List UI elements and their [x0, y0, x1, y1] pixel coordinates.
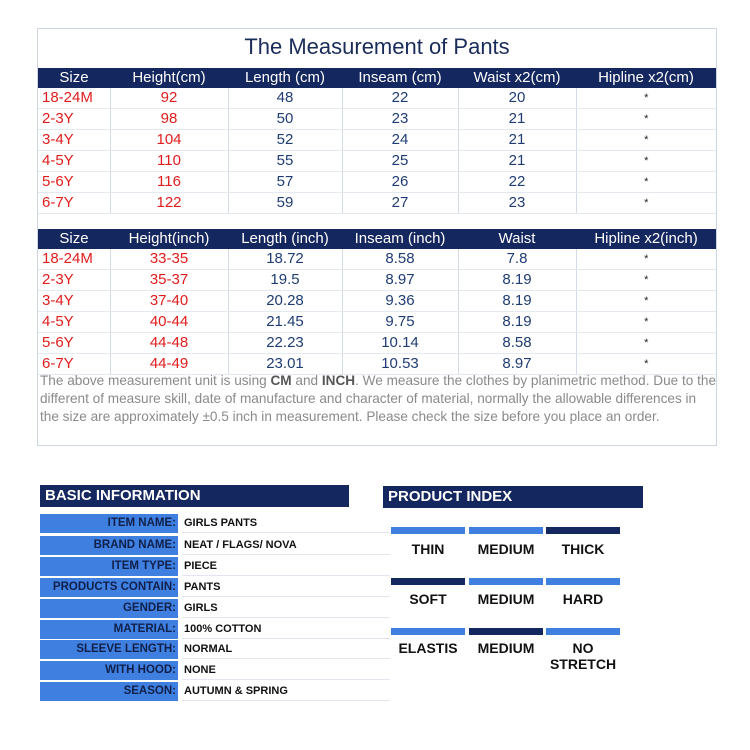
table-cell: 57 [228, 172, 342, 193]
table-cell: 22 [458, 172, 576, 193]
table-cell: 40-44 [110, 312, 228, 333]
product-index-header: PRODUCT INDEX [383, 486, 643, 508]
info-label: SEASON: [40, 682, 178, 701]
column-header: Waist x2(cm) [458, 68, 576, 88]
table-cell: * [576, 312, 716, 333]
table-cell: 116 [110, 172, 228, 193]
table-cell: 104 [110, 130, 228, 151]
table-cell: 26 [342, 172, 458, 193]
table-cell: * [576, 130, 716, 151]
column-header: Size [38, 68, 110, 88]
info-value: NEAT / FLAGS/ NOVA [182, 536, 390, 555]
index-label: THIN [411, 541, 445, 557]
table-cell: 9.36 [342, 291, 458, 312]
table-cell: * [576, 270, 716, 291]
table-cell: 7.8 [458, 249, 576, 270]
info-value: NONE [182, 661, 390, 680]
table-cell: * [576, 291, 716, 312]
table-row [38, 333, 716, 354]
table-cell: 18.72 [228, 249, 342, 270]
table-cell: 8.58 [342, 249, 458, 270]
table-cell: 59 [228, 193, 342, 214]
column-header: Height(cm) [110, 68, 228, 88]
info-label: WITH HOOD: [40, 661, 178, 680]
table-cell: 44-49 [110, 354, 228, 375]
table-row [38, 270, 716, 291]
column-header: Length (cm) [228, 68, 342, 88]
table-cell: * [576, 333, 716, 354]
table-cell: 21.45 [228, 312, 342, 333]
table-cell: 8.58 [458, 333, 576, 354]
info-label: ITEM TYPE: [40, 557, 178, 576]
table-cell: 122 [110, 193, 228, 214]
table-cell: 20.28 [228, 291, 342, 312]
table-cell: 21 [458, 109, 576, 130]
note-text: The above measurement unit is using [40, 373, 271, 388]
table-cell: 33-35 [110, 249, 228, 270]
size-cell: 18-24M [38, 249, 110, 270]
table-row [38, 193, 716, 214]
table-cell: * [576, 109, 716, 130]
table-cell: 27 [342, 193, 458, 214]
table-row [38, 88, 716, 109]
table-cell: 19.5 [228, 270, 342, 291]
table-cell: 22.23 [228, 333, 342, 354]
info-value: 100% COTTON [182, 620, 390, 639]
size-cell: 4-5Y [38, 151, 110, 172]
note-text: and [291, 373, 322, 388]
size-cell: 5-6Y [38, 172, 110, 193]
note-text: . We measure the clothes by planimetric method. Due to the different of measure skill, date of manufacture and character of material, normally the allowable differences in the size are approximately ±0.5 inch in measurement. Please check the size before you place an order. [40, 373, 717, 424]
table-header-row [38, 229, 716, 249]
index-label: MEDIUM [477, 541, 535, 557]
info-label: MATERIAL: [40, 620, 178, 639]
table-row [38, 249, 716, 270]
size-cell: 5-6Y [38, 333, 110, 354]
table-cell: 35-37 [110, 270, 228, 291]
index-bar-selected [391, 578, 465, 585]
size-cell: 2-3Y [38, 109, 110, 130]
index-bar-selected [546, 527, 620, 534]
table-row [38, 291, 716, 312]
size-cell: 6-7Y [38, 193, 110, 214]
table-cell: 8.97 [458, 354, 576, 375]
size-cell: 2-3Y [38, 270, 110, 291]
table-row [38, 109, 716, 130]
table-cell: * [576, 172, 716, 193]
column-header: Hipline x2(cm) [576, 68, 716, 88]
table-cell: 55 [228, 151, 342, 172]
table-cell: 22 [342, 88, 458, 109]
column-header: Waist [458, 229, 576, 249]
table-cell: 25 [342, 151, 458, 172]
info-label: PRODUCTS CONTAIN: [40, 578, 178, 597]
index-label: MEDIUM [477, 640, 535, 656]
table-header-row [38, 68, 716, 88]
info-value: PANTS [182, 578, 390, 597]
table-cell: 23 [458, 193, 576, 214]
inch-measurement-table [38, 229, 716, 375]
measurement-note [40, 372, 716, 426]
table-cell: 23 [342, 109, 458, 130]
table-cell: 8.19 [458, 270, 576, 291]
info-value: GIRLS PANTS [182, 514, 390, 533]
table-cell: 110 [110, 151, 228, 172]
page-title: The Measurement of Pants [244, 34, 510, 59]
table-cell: 52 [228, 130, 342, 151]
table-cell: 48 [228, 88, 342, 109]
info-label: SLEEVE LENGTH: [40, 640, 178, 659]
index-bar [469, 527, 543, 534]
table-cell: 21 [458, 151, 576, 172]
table-cell: 24 [342, 130, 458, 151]
index-label: MEDIUM [477, 591, 535, 607]
info-label: GENDER: [40, 599, 178, 618]
index-label: THICK [561, 541, 605, 557]
table-cell: * [576, 88, 716, 109]
table-row [38, 312, 716, 333]
info-label: ITEM NAME: [40, 514, 178, 533]
table-cell: 20 [458, 88, 576, 109]
table-cell: 10.14 [342, 333, 458, 354]
size-cell: 6-7Y [38, 354, 110, 375]
cm-measurement-table [38, 68, 716, 214]
note-unit-cm: CM [270, 373, 292, 388]
table-cell: 10.53 [342, 354, 458, 375]
table-cell: 8.19 [458, 291, 576, 312]
table-cell: 44-48 [110, 333, 228, 354]
info-value: NORMAL [182, 640, 390, 659]
index-label: HARD [562, 591, 604, 607]
table-cell: 37-40 [110, 291, 228, 312]
index-bar [391, 628, 465, 635]
table-cell: * [576, 354, 716, 375]
size-cell: 3-4Y [38, 130, 110, 151]
index-label: ELASTIS [398, 640, 458, 656]
index-label: SOFT [409, 591, 447, 607]
table-cell: 98 [110, 109, 228, 130]
index-bar-selected [469, 628, 543, 635]
index-label: NO STRETCH [549, 640, 617, 672]
column-header: Inseam (inch) [342, 229, 458, 249]
column-header: Length (inch) [228, 229, 342, 249]
column-header: Height(inch) [110, 229, 228, 249]
column-header: Inseam (cm) [342, 68, 458, 88]
column-header: Hipline x2(inch) [576, 229, 716, 249]
table-cell: 50 [228, 109, 342, 130]
index-bar [391, 527, 465, 534]
table-cell: 23.01 [228, 354, 342, 375]
note-unit-inch: INCH [321, 373, 356, 388]
table-row [38, 151, 716, 172]
info-label: BRAND NAME: [40, 536, 178, 555]
table-cell: * [576, 151, 716, 172]
column-header: Size [38, 229, 110, 249]
table-cell: 8.19 [458, 312, 576, 333]
info-value: GIRLS [182, 599, 390, 618]
info-value: PIECE [182, 557, 390, 576]
index-bar [546, 628, 620, 635]
table-row [38, 130, 716, 151]
basic-information-header: BASIC INFORMATION [40, 485, 349, 507]
table-cell: * [576, 249, 716, 270]
table-cell: 8.97 [342, 270, 458, 291]
table-cell: 21 [458, 130, 576, 151]
size-cell: 3-4Y [38, 291, 110, 312]
size-cell: 18-24M [38, 88, 110, 109]
table-cell: * [576, 193, 716, 214]
info-value: AUTUMN & SPRING [182, 682, 390, 701]
index-bar [546, 578, 620, 585]
table-cell: 9.75 [342, 312, 458, 333]
table-cell: 92 [110, 88, 228, 109]
size-cell: 4-5Y [38, 312, 110, 333]
table-row [38, 172, 716, 193]
index-bar [469, 578, 543, 585]
